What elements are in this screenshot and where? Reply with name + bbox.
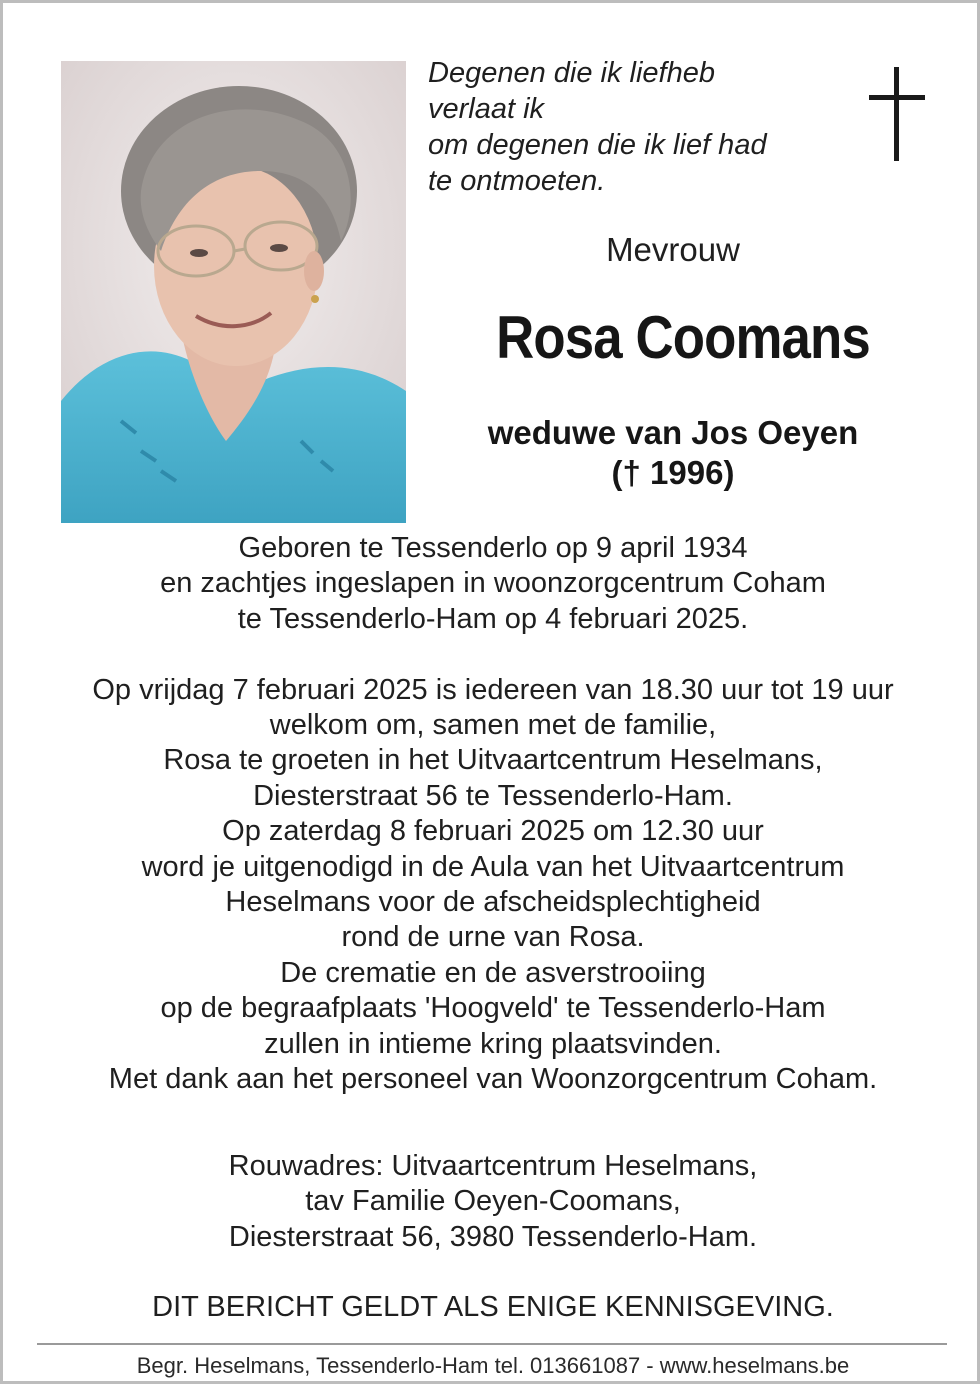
portrait-image: [61, 61, 406, 523]
quote-line: Degenen die ik liefheb: [428, 57, 715, 89]
quote-line: te ontmoeten.: [428, 165, 606, 197]
widow-info: [423, 413, 923, 493]
ceremony-line: welkom om, samen met de familie,: [269, 709, 717, 742]
ceremony-line: Op vrijdag 7 februari 2025 is iedereen van 18.30 uur tot 19 uur: [92, 673, 894, 706]
ceremony-line: Heselmans voor de afscheidsplechtigheid: [225, 886, 761, 919]
ceremony-line: Rosa te groeten in het Uitvaartcentrum Heselmans,: [163, 744, 823, 777]
footer-divider: [37, 1343, 947, 1345]
ceremony-line: word je uitgenodigd in de Aula van het Uitvaartcentrum: [141, 850, 845, 883]
ceremony-line: zullen in intieme kring plaatsvinden.: [264, 1027, 722, 1060]
mourning-address-line: tav Familie Oeyen-Coomans,: [305, 1185, 681, 1218]
funeral-home-footer: Begr. Heselmans, Tessenderlo-Ham tel. 013661087 - www.heselmans.be: [136, 1353, 850, 1378]
ceremony-line: op de begraafplaats 'Hoogveld' te Tessenderlo-Ham: [160, 992, 826, 1025]
ceremony-line: Diesterstraat 56 te Tessenderlo-Ham.: [253, 779, 733, 812]
ceremony-line: Op zaterdag 8 februari 2025 om 12.30 uur: [222, 815, 764, 848]
cross-icon: [869, 67, 925, 161]
honorific: Mevrouw: [606, 231, 740, 268]
quote-line: verlaat ik: [428, 93, 545, 125]
birth-death-line: en zachtjes ingeslapen in woonzorgcentrum Coham: [160, 567, 826, 600]
ceremony-line: Met dank aan het personeel van Woonzorgcentrum Coham.: [108, 1063, 878, 1096]
memorial-quote: [428, 55, 848, 199]
ceremony-line: rond de urne van Rosa.: [341, 921, 645, 954]
birth-death-line: te Tessenderlo-Ham op 4 februari 2025.: [237, 602, 749, 635]
deceased-name: Rosa Coomans: [496, 304, 870, 371]
ceremony-line: De crematie en de asverstrooiing: [280, 956, 706, 989]
sole-notice: DIT BERICHT GELDT ALS ENIGE KENNISGEVING.: [152, 1291, 834, 1323]
widow-death-year: († 1996): [611, 454, 735, 491]
birth-death-line: Geboren te Tessenderlo op 9 april 1934: [238, 532, 748, 564]
portrait-photo: [61, 61, 406, 523]
quote-line: om degenen die ik lief had: [428, 129, 767, 161]
widow-line: weduwe van Jos Oeyen: [487, 414, 859, 451]
mourning-address-line: Diesterstraat 56, 3980 Tessenderlo-Ham.: [228, 1220, 758, 1253]
mourning-address-line: Rouwadres: Uitvaartcentrum Heselmans,: [228, 1149, 758, 1182]
announcement-body: [23, 531, 963, 1255]
